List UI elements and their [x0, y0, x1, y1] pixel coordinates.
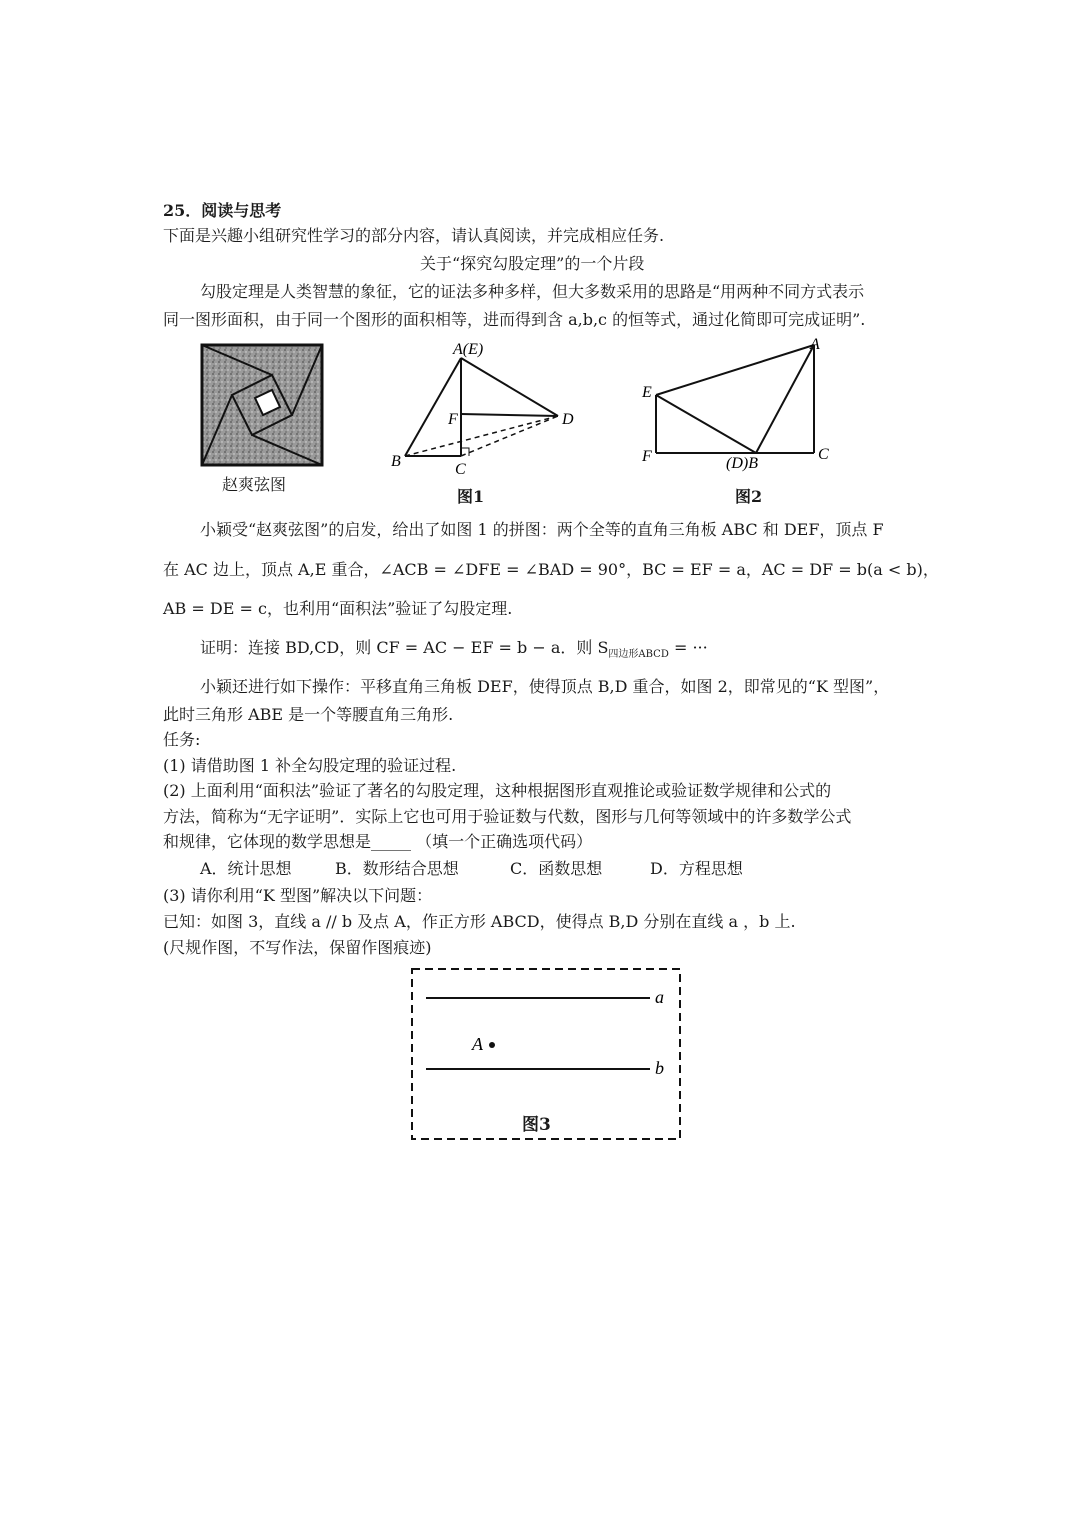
para2-line2: 在 AC 边上，顶点 A,E 重合，∠ACB = ∠DFE = ∠BAD = 90°，BC = EF = a，AC = DF = b(a < b)， [163, 560, 939, 579]
option-a: A．统计思想 [200, 859, 292, 878]
intro-text: 下面是兴趣小组研究性学习的部分内容，请认真阅读，并完成相应任务. [163, 226, 665, 245]
para2-line3: AB = DE = c，也利用“面积法”验证了勾股定理. [163, 599, 513, 618]
figure-1-caption: 图1 [457, 487, 485, 506]
fig3-label-a: a [655, 987, 664, 1007]
fig1-label-A: A(E) [453, 341, 484, 358]
figure-2 [638, 335, 838, 475]
para1-line1: 勾股定理是人类智慧的象征，它的证法多种多样，但大多数采用的思路是“用两种不同方式表示 [200, 282, 865, 301]
para2-line1: 小颖受“赵爽弦图”的启发，给出了如图 1 的拼图：两个全等的直角三角板 ABC 和 DEF，顶点 F [200, 520, 884, 539]
task-2-line1: (2) 上面利用“面积法”验证了著名的勾股定理，这种根据图形直观推论或验证数学规律和公式的 [163, 781, 832, 800]
option-c: C．函数思想 [510, 859, 603, 878]
question-heading: 25．阅读与思考 [163, 201, 282, 220]
fig2-label-F: F [642, 448, 652, 465]
figure-3-caption: 图3 [522, 1115, 551, 1135]
fig2-label-A: A [810, 336, 820, 353]
construct-note: (尺规作图，不写作法，保留作图痕迹) [163, 938, 432, 957]
fig3-label-A: A [472, 1034, 483, 1054]
fig1-label-F: F [448, 411, 458, 428]
proof-text: 证明：连接 BD,CD，则 CF = AC − EF = b − a．则 S [200, 638, 609, 657]
para3-line1: 小颖还进行如下操作：平移直角三角板 DEF，使得顶点 B,D 重合，如图 2，即常见的“K 型图”， [200, 677, 890, 696]
known-condition: 已知：如图 3，直线 a // b 及点 A，作正方形 ABCD，使得点 B,D 分别在直线 a ，b 上. [163, 912, 796, 931]
task-1: (1) 请借助图 1 补全勾股定理的验证过程. [163, 756, 457, 775]
fig2-label-C: C [818, 446, 829, 463]
fig1-label-C: C [455, 461, 466, 478]
proof-line [200, 638, 708, 665]
proof-tail: = ··· [668, 638, 708, 657]
proof-subscript: 四边形ABCD [608, 649, 669, 661]
para1-line2: 同一图形面积，由于同一个图形的面积相等，进而得到含 a,b,c 的恒等式，通过化简即可完成证明”. [163, 310, 866, 329]
fig2-label-E: E [642, 384, 652, 401]
zhao-shuang-caption: 赵爽弦图 [222, 475, 287, 494]
para3-line2: 此时三角形 ABE 是一个等腰直角三角形. [163, 705, 454, 724]
tasks-label: 任务: [163, 730, 201, 749]
task-3: (3) 请你利用“K 型图”解决以下问题： [163, 886, 433, 905]
fig2-label-DB: (D)B [726, 455, 758, 472]
figure-2-caption: 图2 [735, 487, 763, 506]
option-d: D．方程思想 [650, 859, 743, 878]
option-b: B．数形结合思想 [335, 859, 459, 878]
point-A [489, 1042, 495, 1048]
task-2-line2: 方法，简称为“无字证明”．实际上它也可用于验证数与代数，图形与几何等领域中的许多数学公式 [163, 807, 852, 826]
task-2-line3: 和规律，它体现的数学思想是_____ （填一个正确选项代码） [163, 832, 593, 851]
fig3-label-b: b [655, 1058, 664, 1078]
fig1-label-D: D [562, 411, 574, 428]
fig1-label-B: B [391, 453, 401, 470]
figure-1 [385, 338, 585, 483]
excerpt-title: 关于“探究勾股定理”的一个片段 [420, 254, 645, 273]
zhao-shuang-diagram [200, 343, 325, 468]
